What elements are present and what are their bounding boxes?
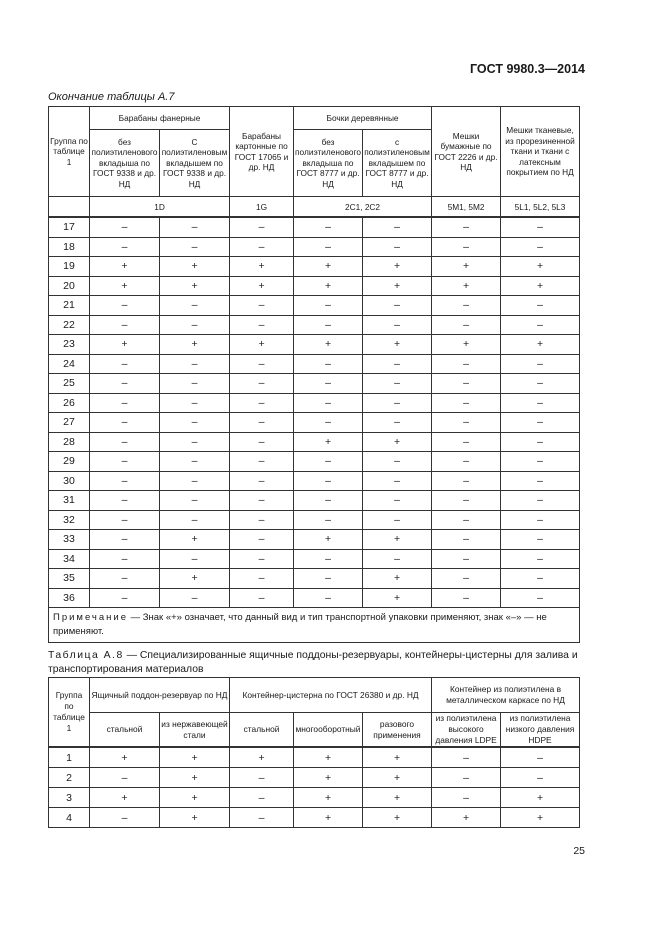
row-value-cell: + (294, 808, 363, 828)
row-value-cell: + (363, 276, 432, 296)
header-cardboard: Барабаны картонные по ГОСТ 17065 и др. НД (230, 107, 294, 197)
row-value-cell: – (160, 237, 230, 257)
row-group-cell: 30 (49, 471, 90, 491)
row-group-cell: 4 (49, 808, 90, 828)
row-value-cell: – (90, 569, 160, 589)
table-row (49, 217, 580, 237)
row-value-cell: – (501, 296, 580, 316)
row-value-cell: – (432, 588, 501, 608)
row-value-cell: – (230, 413, 294, 433)
table-row (49, 788, 580, 808)
header-plywood: Барабаны фанерные (90, 107, 230, 130)
row-value-cell: + (90, 335, 160, 355)
row-value-cell: – (160, 588, 230, 608)
a8-header-poly-a: из полиэтилена высокого давления LDPE (432, 713, 501, 748)
row-value-cell: + (363, 747, 432, 768)
row-value-cell: + (230, 276, 294, 296)
row-value-cell: – (230, 237, 294, 257)
row-value-cell: – (432, 393, 501, 413)
table-row (49, 393, 580, 413)
row-value-cell: – (230, 491, 294, 511)
row-group-cell: 29 (49, 452, 90, 472)
row-value-cell: – (90, 510, 160, 530)
row-value-cell: – (230, 315, 294, 335)
row-value-cell: + (90, 257, 160, 277)
row-value-cell: – (230, 510, 294, 530)
row-value-cell: + (160, 768, 230, 788)
row-value-cell: – (501, 393, 580, 413)
header-plywood-a: без полиэтиленового вкладыша по ГОСТ 9338 и др. НД (90, 130, 160, 197)
row-value-cell: – (363, 549, 432, 569)
row-value-cell: + (230, 747, 294, 768)
row-value-cell: + (363, 569, 432, 589)
table-row (49, 413, 580, 433)
row-value-cell: – (160, 217, 230, 237)
page-number: 25 (573, 845, 585, 857)
row-value-cell: + (230, 257, 294, 277)
row-value-cell: – (230, 808, 294, 828)
row-value-cell: – (160, 296, 230, 316)
a8-header-poly: Контейнер из полиэтилена в металлическом каркасе по НД (432, 678, 580, 713)
header-wooden-b: с полиэтиленовым вкладышем по ГОСТ 8777 и др. НД (363, 130, 432, 197)
row-value-cell: + (432, 335, 501, 355)
row-value-cell: + (501, 257, 580, 277)
row-value-cell: – (230, 569, 294, 589)
row-value-cell: – (160, 354, 230, 374)
a8-header-pallet-a: стальной (90, 713, 160, 748)
row-group-cell: 19 (49, 257, 90, 277)
a8-header-tank-b: многооборотный (294, 713, 363, 748)
row-value-cell: – (90, 808, 160, 828)
row-value-cell: + (363, 588, 432, 608)
row-value-cell: – (160, 471, 230, 491)
table-row (49, 296, 580, 316)
row-value-cell: – (160, 510, 230, 530)
header-wooden: Бочки деревянные (294, 107, 432, 130)
row-value-cell: – (90, 491, 160, 511)
row-value-cell: – (501, 588, 580, 608)
row-value-cell: – (501, 510, 580, 530)
row-value-cell: – (90, 217, 160, 237)
row-value-cell: – (501, 452, 580, 472)
row-value-cell: – (432, 471, 501, 491)
table-row (49, 276, 580, 296)
table-row (49, 588, 580, 608)
row-value-cell: + (363, 530, 432, 550)
row-value-cell: – (294, 413, 363, 433)
row-value-cell: + (294, 768, 363, 788)
row-value-cell: + (160, 257, 230, 277)
row-value-cell: – (230, 788, 294, 808)
table-row (49, 432, 580, 452)
header-group: Группа по таблице 1 (49, 107, 90, 197)
row-value-cell: – (230, 432, 294, 452)
table-a8-caption (48, 649, 580, 677)
row-value-cell: + (294, 788, 363, 808)
table-row (49, 510, 580, 530)
table-row (49, 237, 580, 257)
row-value-cell: – (90, 768, 160, 788)
table-row (49, 530, 580, 550)
row-value-cell: – (230, 530, 294, 550)
row-value-cell: + (501, 276, 580, 296)
row-value-cell: + (501, 788, 580, 808)
row-value-cell: + (160, 808, 230, 828)
row-value-cell: – (160, 432, 230, 452)
row-value-cell: – (432, 374, 501, 394)
row-group-cell: 34 (49, 549, 90, 569)
row-group-cell: 2 (49, 768, 90, 788)
row-value-cell: – (432, 315, 501, 335)
row-value-cell: – (230, 452, 294, 472)
row-value-cell: + (363, 335, 432, 355)
row-value-cell: – (90, 549, 160, 569)
row-value-cell: – (432, 549, 501, 569)
row-value-cell: + (501, 335, 580, 355)
row-group-cell: 18 (49, 237, 90, 257)
a8-header-tank-c: разового применения (363, 713, 432, 748)
row-value-cell: – (294, 549, 363, 569)
table-row (49, 747, 580, 768)
row-group-cell: 17 (49, 217, 90, 237)
row-value-cell: – (363, 354, 432, 374)
table-row (49, 354, 580, 374)
row-value-cell: – (432, 569, 501, 589)
row-group-cell: 23 (49, 335, 90, 355)
header-paper: Мешки бумажные по ГОСТ 2226 и др. НД (432, 107, 501, 197)
header-fabric: Мешки тканевые, из прорезиненной ткани и ткани с латексным покрытием по НД (501, 107, 580, 197)
row-group-cell: 27 (49, 413, 90, 433)
row-value-cell: + (501, 808, 580, 828)
row-value-cell: – (363, 491, 432, 511)
table-a8-label: Таблица А.8 (48, 650, 124, 661)
row-group-cell: 31 (49, 491, 90, 511)
row-group-cell: 26 (49, 393, 90, 413)
table-row (49, 549, 580, 569)
row-value-cell: – (90, 588, 160, 608)
row-value-cell: – (90, 237, 160, 257)
row-value-cell: + (432, 257, 501, 277)
row-group-cell: 25 (49, 374, 90, 394)
row-value-cell: – (501, 491, 580, 511)
code-5m: 5M1, 5M2 (432, 197, 501, 218)
row-value-cell: + (160, 569, 230, 589)
row-value-cell: – (294, 393, 363, 413)
row-value-cell: – (432, 452, 501, 472)
row-group-cell: 35 (49, 569, 90, 589)
row-value-cell: + (160, 788, 230, 808)
row-value-cell: – (294, 296, 363, 316)
note-text: — Знак «+» означает, что данный вид и тип транспортной упаковки применяют, знак «–» — не применяют. (53, 612, 547, 637)
table-a7-note (49, 608, 580, 643)
row-value-cell: + (294, 276, 363, 296)
row-value-cell: – (90, 393, 160, 413)
row-value-cell: – (294, 510, 363, 530)
row-value-cell: – (501, 471, 580, 491)
row-value-cell: + (294, 257, 363, 277)
row-value-cell: – (294, 588, 363, 608)
row-group-cell: 21 (49, 296, 90, 316)
row-value-cell: – (363, 217, 432, 237)
row-value-cell: – (294, 354, 363, 374)
row-value-cell: – (432, 237, 501, 257)
row-value-cell: – (432, 217, 501, 237)
row-value-cell: – (501, 747, 580, 768)
row-value-cell: – (230, 768, 294, 788)
a8-header-group: Группа по таблице 1 (49, 678, 90, 748)
row-value-cell: – (501, 374, 580, 394)
document-code: ГОСТ 9980.3—2014 (469, 62, 585, 76)
row-group-cell: 20 (49, 276, 90, 296)
row-group-cell: 22 (49, 315, 90, 335)
row-value-cell: – (501, 549, 580, 569)
row-value-cell: – (294, 471, 363, 491)
row-value-cell: – (230, 549, 294, 569)
row-value-cell: – (501, 354, 580, 374)
row-value-cell: – (160, 549, 230, 569)
row-value-cell: – (90, 374, 160, 394)
row-value-cell: + (230, 335, 294, 355)
row-value-cell: – (501, 413, 580, 433)
row-value-cell: + (160, 276, 230, 296)
row-value-cell: – (501, 569, 580, 589)
row-value-cell: – (160, 374, 230, 394)
table-row (49, 315, 580, 335)
row-value-cell: – (432, 413, 501, 433)
row-group-cell: 32 (49, 510, 90, 530)
table-row (49, 471, 580, 491)
row-value-cell: – (90, 471, 160, 491)
code-1g: 1G (230, 197, 294, 218)
row-group-cell: 36 (49, 588, 90, 608)
row-value-cell: – (90, 432, 160, 452)
code-5l: 5L1, 5L2, 5L3 (501, 197, 580, 218)
a8-header-tank: Контейнер-цистерна по ГОСТ 26380 и др. НД (230, 678, 432, 713)
row-value-cell: + (432, 276, 501, 296)
row-value-cell: – (501, 237, 580, 257)
row-value-cell: – (230, 393, 294, 413)
table-a8 (48, 677, 580, 828)
row-group-cell: 24 (49, 354, 90, 374)
row-value-cell: – (160, 413, 230, 433)
table-row (49, 257, 580, 277)
table-row (49, 374, 580, 394)
row-value-cell: – (90, 413, 160, 433)
row-value-cell: – (363, 452, 432, 472)
note-label: Примечание (53, 612, 128, 623)
code-1d: 1D (90, 197, 230, 218)
row-value-cell: + (90, 788, 160, 808)
row-group-cell: 28 (49, 432, 90, 452)
row-value-cell: – (230, 354, 294, 374)
row-value-cell: + (294, 530, 363, 550)
row-value-cell: – (294, 491, 363, 511)
header-plywood-b: С полиэтиленовым вкладышем по ГОСТ 9338 и др. НД (160, 130, 230, 197)
row-value-cell: – (90, 530, 160, 550)
row-value-cell: – (160, 491, 230, 511)
table-a7-body (49, 217, 580, 608)
row-value-cell: – (501, 530, 580, 550)
row-value-cell: – (230, 374, 294, 394)
row-value-cell: – (160, 452, 230, 472)
row-value-cell: + (90, 747, 160, 768)
row-value-cell: – (363, 237, 432, 257)
row-value-cell: + (363, 808, 432, 828)
row-value-cell: – (363, 510, 432, 530)
code-empty (49, 197, 90, 218)
table-a7-caption: Окончание таблицы А.7 (48, 91, 175, 103)
row-value-cell: – (294, 374, 363, 394)
row-value-cell: – (432, 354, 501, 374)
row-value-cell: – (432, 788, 501, 808)
row-value-cell: – (294, 217, 363, 237)
row-value-cell: + (294, 335, 363, 355)
row-value-cell: – (90, 315, 160, 335)
header-wooden-a: без полиэтиленового вкладыша по ГОСТ 8777 и др. НД (294, 130, 363, 197)
row-value-cell: – (90, 354, 160, 374)
row-value-cell: – (294, 452, 363, 472)
row-value-cell: – (363, 315, 432, 335)
row-value-cell: – (501, 217, 580, 237)
row-value-cell: + (363, 432, 432, 452)
row-value-cell: – (230, 217, 294, 237)
table-row (49, 491, 580, 511)
row-value-cell: + (294, 432, 363, 452)
row-value-cell: – (363, 413, 432, 433)
row-value-cell: – (230, 471, 294, 491)
table-row (49, 452, 580, 472)
table-row (49, 569, 580, 589)
row-value-cell: – (432, 491, 501, 511)
table-a8-title: — Специализированные ящичные поддоны-резервуары, контейнеры-цистерны для залива и транспортирования материалов (48, 650, 578, 675)
row-value-cell: – (363, 374, 432, 394)
row-value-cell: + (363, 257, 432, 277)
row-value-cell: – (294, 569, 363, 589)
row-value-cell: – (432, 530, 501, 550)
row-value-cell: – (432, 768, 501, 788)
row-value-cell: – (432, 510, 501, 530)
row-value-cell: – (501, 315, 580, 335)
row-value-cell: – (294, 315, 363, 335)
row-value-cell: – (432, 747, 501, 768)
row-value-cell: – (90, 452, 160, 472)
row-group-cell: 1 (49, 747, 90, 768)
row-value-cell: – (432, 296, 501, 316)
row-value-cell: + (160, 530, 230, 550)
row-group-cell: 33 (49, 530, 90, 550)
row-value-cell: – (160, 315, 230, 335)
a8-header-poly-b: из полиэтилена низкого давления HDPE (501, 713, 580, 748)
table-row (49, 808, 580, 828)
row-value-cell: + (160, 747, 230, 768)
row-group-cell: 3 (49, 788, 90, 808)
a8-header-pallet-b: из нержавеющей стали (160, 713, 230, 748)
row-value-cell: + (363, 788, 432, 808)
a8-header-tank-a: стальной (230, 713, 294, 748)
row-value-cell: – (294, 237, 363, 257)
row-value-cell: + (363, 768, 432, 788)
row-value-cell: + (432, 808, 501, 828)
row-value-cell: – (501, 768, 580, 788)
table-row (49, 335, 580, 355)
row-value-cell: – (90, 296, 160, 316)
table-a8-body (49, 747, 580, 828)
a8-header-pallet: Ящичный поддон-резервуар по НД (90, 678, 230, 713)
row-value-cell: – (363, 471, 432, 491)
row-value-cell: + (294, 747, 363, 768)
row-value-cell: – (363, 393, 432, 413)
table-row (49, 768, 580, 788)
row-value-cell: – (160, 393, 230, 413)
table-a7 (48, 106, 580, 643)
row-value-cell: + (160, 335, 230, 355)
code-2c: 2C1, 2C2 (294, 197, 432, 218)
row-value-cell: – (363, 296, 432, 316)
row-value-cell: – (501, 432, 580, 452)
row-value-cell: – (230, 588, 294, 608)
row-value-cell: + (90, 276, 160, 296)
row-value-cell: – (230, 296, 294, 316)
row-value-cell: – (432, 432, 501, 452)
